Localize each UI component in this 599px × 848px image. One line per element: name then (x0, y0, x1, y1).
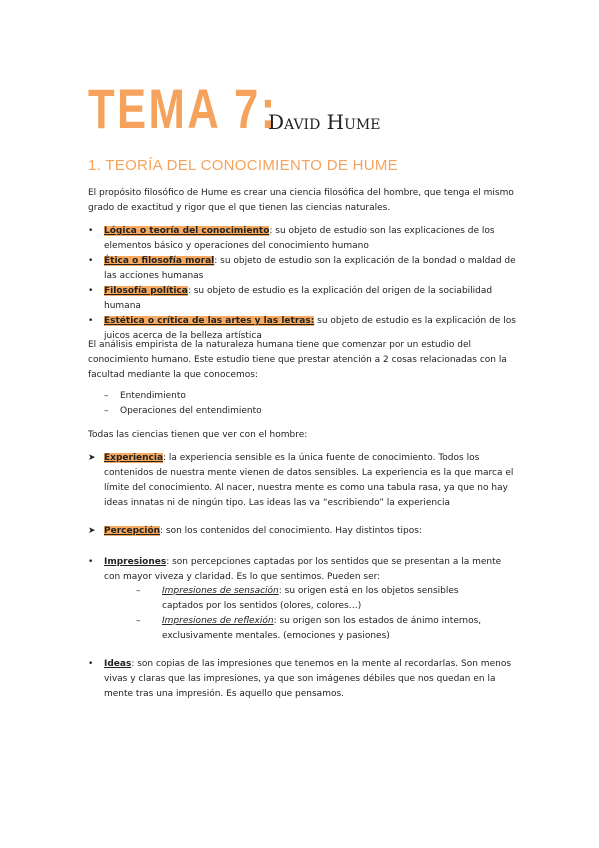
list-item (88, 555, 518, 585)
impresion-type-term: Impresiones de reflexión (162, 616, 274, 626)
branch-term: Filosofía política (104, 286, 188, 296)
list-item (136, 584, 496, 614)
list-item (88, 524, 518, 539)
bullet-icon: • (88, 557, 94, 567)
ideas-term: Ideas (104, 659, 132, 669)
dash-icon: – (136, 616, 141, 626)
impresiones-block (88, 555, 518, 585)
list-item (104, 389, 404, 404)
sciences-paragraph: Todas las ciencias tienen que ver con el hombre: (88, 430, 308, 440)
ideas-block (88, 657, 518, 702)
experiencia-block (88, 451, 518, 511)
branch-term: Ética o filosofía moral (104, 256, 215, 266)
branch-term: Lógica o teoría del conocimiento (104, 226, 270, 236)
dash-icon: – (104, 391, 109, 401)
percepcion-text: : son los contenidos del conocimiento. Hay distintos tipos: (160, 526, 422, 536)
impresion-type-text: : su origen son los estados de ánimo internos, exclusivamente mentales. (emociones y pasiones) (162, 616, 482, 641)
arrow-icon: ➤ (88, 526, 96, 536)
percepcion-term: Percepción (104, 526, 161, 536)
list-item (88, 451, 518, 511)
impresiones-term: Impresiones (104, 557, 167, 567)
dash-icon: – (136, 586, 141, 596)
list-item (104, 404, 404, 419)
faculty-text: Operaciones del entendimiento (120, 406, 262, 416)
title-main: TEMA 7: (88, 77, 278, 140)
impresiones-types (136, 584, 496, 644)
dash-icon: – (104, 406, 109, 416)
percepcion-block (88, 524, 518, 539)
faculty-text: Entendimiento (120, 391, 186, 401)
faculties-list (104, 389, 404, 419)
bullet-icon: • (88, 226, 94, 236)
branch-term: Estética o crítica de las artes y las letras: (104, 316, 315, 326)
bullet-icon: • (88, 256, 94, 266)
branch-text: su objeto de estudio es la explicación de los juicos acerca de la belleza artística (104, 316, 516, 341)
intro-paragraph: El propósito filosófico de Hume es crear una ciencia filosófica del hombre, que tenga el mismo grado de exactitud y rigor que el que tienen las ciencias naturales. (88, 188, 514, 213)
list-item (136, 614, 496, 644)
ideas-text: : son copias de las impresiones que tenemos en la mente al recordarlas. Son menos vivas y claras que las impresiones, ya que son imágenes débiles que nos quedan en la mente tras una impresión. Es aquello que pensamos. (104, 659, 512, 699)
title-subtitle: David Hume (268, 110, 381, 134)
page-title (88, 76, 381, 141)
section-heading: 1. TEORÍA DEL CONOCIMIENTO DE HUME (88, 157, 398, 174)
bullet-icon: • (88, 659, 94, 669)
arrow-icon: ➤ (88, 453, 96, 463)
list-item (88, 657, 518, 702)
experiencia-term: Experiencia (104, 453, 164, 463)
list-item (88, 284, 518, 314)
list-item (88, 224, 518, 254)
branches-list (88, 224, 518, 344)
branch-text: : su objeto de estudio son las explicaciones de los elementos básico y operaciones del conocimiento humano (104, 226, 495, 251)
impresiones-text: : son percepciones captadas por los sentidos que se presentan a la mente con mayor viveza y claridad. Es lo que sentimos. Pueden ser: (104, 557, 502, 582)
branch-text: : su objeto de estudio es la explicación del origen de la sociabilidad humana (104, 286, 493, 311)
bullet-icon: • (88, 316, 94, 326)
experiencia-text: : la experiencia sensible es la única fuente de conocimiento. Todos los contenidos de nuestra mente vienen de datos sensibles. La experiencia es la que marca el límite del conocimiento. Al nacer, nuestra mente es como una tabula rasa, ya que no hay ideas innatas ni de ningún tipo. Las ideas las va “escribiendo” la experiencia (104, 453, 514, 508)
impresion-type-text: : su origen está en los objetos sensibles captados por los sentidos (olores, colores…) (162, 586, 459, 611)
analysis-paragraph: El análisis empirista de la naturaleza humana tiene que comenzar por un estudio del conocimiento humano. Este estudio tiene que prestar atención a 2 cosas relacionadas con la facultad mediante la que conocemos: (88, 340, 507, 380)
branch-text: : su objeto de estudio son la explicación de la bondad o maldad de las acciones humanas (104, 256, 516, 281)
list-item (88, 254, 518, 284)
impresion-type-term: Impresiones de sensación (162, 586, 279, 596)
bullet-icon: • (88, 286, 94, 296)
